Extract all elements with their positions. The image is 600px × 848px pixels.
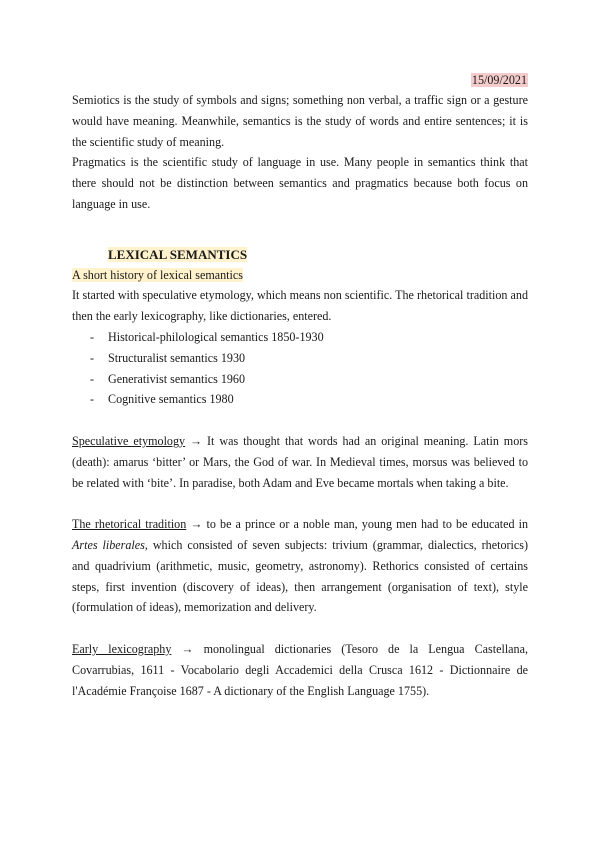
section-subheading xyxy=(72,265,528,286)
intro-paragraph-semiotics: Semiotics is the study of symbols and signs; something non verbal, a traffic sign or a gesture would have meaning. Meanwhile, semantics is the study of words and entire sentences; it is the scientific study of meaning. xyxy=(72,93,528,149)
document-page xyxy=(72,70,528,701)
list-item-text: Structuralist semantics 1930 xyxy=(108,350,246,365)
spacer xyxy=(72,493,528,514)
section-heading-text: LEXICAL SEMANTICS xyxy=(108,246,248,262)
speculative-etymology-text: → It was thought that words had an original meaning. Latin mors (death): amarus ‘bitter’ or Mars, the God of war. In Medieval times, morsus was believed to be related with ‘bite’. In paradise, both Adam and Eve became mortals when taking a bite. xyxy=(72,433,528,490)
speculative-etymology-paragraph xyxy=(72,431,528,493)
list-item xyxy=(72,389,528,410)
section-heading xyxy=(72,245,528,265)
spacer xyxy=(72,215,528,236)
list-dash: - xyxy=(90,329,95,344)
rhetorical-tradition-paragraph xyxy=(72,514,528,618)
speculative-etymology-term: Speculative etymology xyxy=(72,433,186,448)
artes-liberales-italic: Artes liberales xyxy=(72,537,145,552)
list-item xyxy=(72,327,528,348)
semantics-periods-list xyxy=(72,327,528,410)
rhetorical-tradition-text-b: , which consisted of seven subjects: trivium (grammar, dialectics, rhetorics) and quadrivium (arithmetic, music, geometry, astronomy). Rethorics consisted of certains steps, first invention (discovery of ideas), then arrangement (organisation of text), style (formulation of ideas), memorization and delivery. xyxy=(72,537,528,615)
list-dash: - xyxy=(90,350,95,365)
intro-paragraph-pragmatics: Pragmatics is the scientific study of language in use. Many people in semantics think that there should not be distinction between semantics and pragmatics because both focus on language in use. xyxy=(72,155,528,211)
list-item xyxy=(72,348,528,369)
list-item-text: Cognitive semantics 1980 xyxy=(108,392,234,407)
rhetorical-tradition-text-a: → to be a prince or a noble man, young men had to be educated in xyxy=(186,517,528,532)
list-dash: - xyxy=(90,371,95,386)
early-lexicography-paragraph xyxy=(72,639,528,701)
spacer xyxy=(72,410,528,431)
date-label: 15/09/2021 xyxy=(471,73,527,87)
list-item-text: Historical-philological semantics 1850-1930 xyxy=(108,329,324,344)
history-intro-paragraph: It started with speculative etymology, which means non scientific. The rhetorical tradition and then the early lexicography, like dictionaries, entered. xyxy=(72,288,528,324)
early-lexicography-term: Early lexicography xyxy=(72,641,172,656)
date-row xyxy=(72,70,528,90)
rhetorical-tradition-term: The rhetorical tradition xyxy=(72,517,187,532)
list-item xyxy=(72,369,528,390)
section-subheading-text: A short history of lexical semantics xyxy=(72,267,243,282)
list-dash: - xyxy=(90,392,95,407)
spacer xyxy=(72,618,528,639)
list-item-text: Generativist semantics 1960 xyxy=(108,371,246,386)
early-lexicography-text: → monolingual dictionaries (Tesoro de la Lengua Castellana, Covarrubias, 1611 - Vocabolario degli Accademici della Crusca 1612 - Dictionnaire de l'Académie Françoise 1687 - A dictionary of the English Language 1755). xyxy=(72,641,528,698)
